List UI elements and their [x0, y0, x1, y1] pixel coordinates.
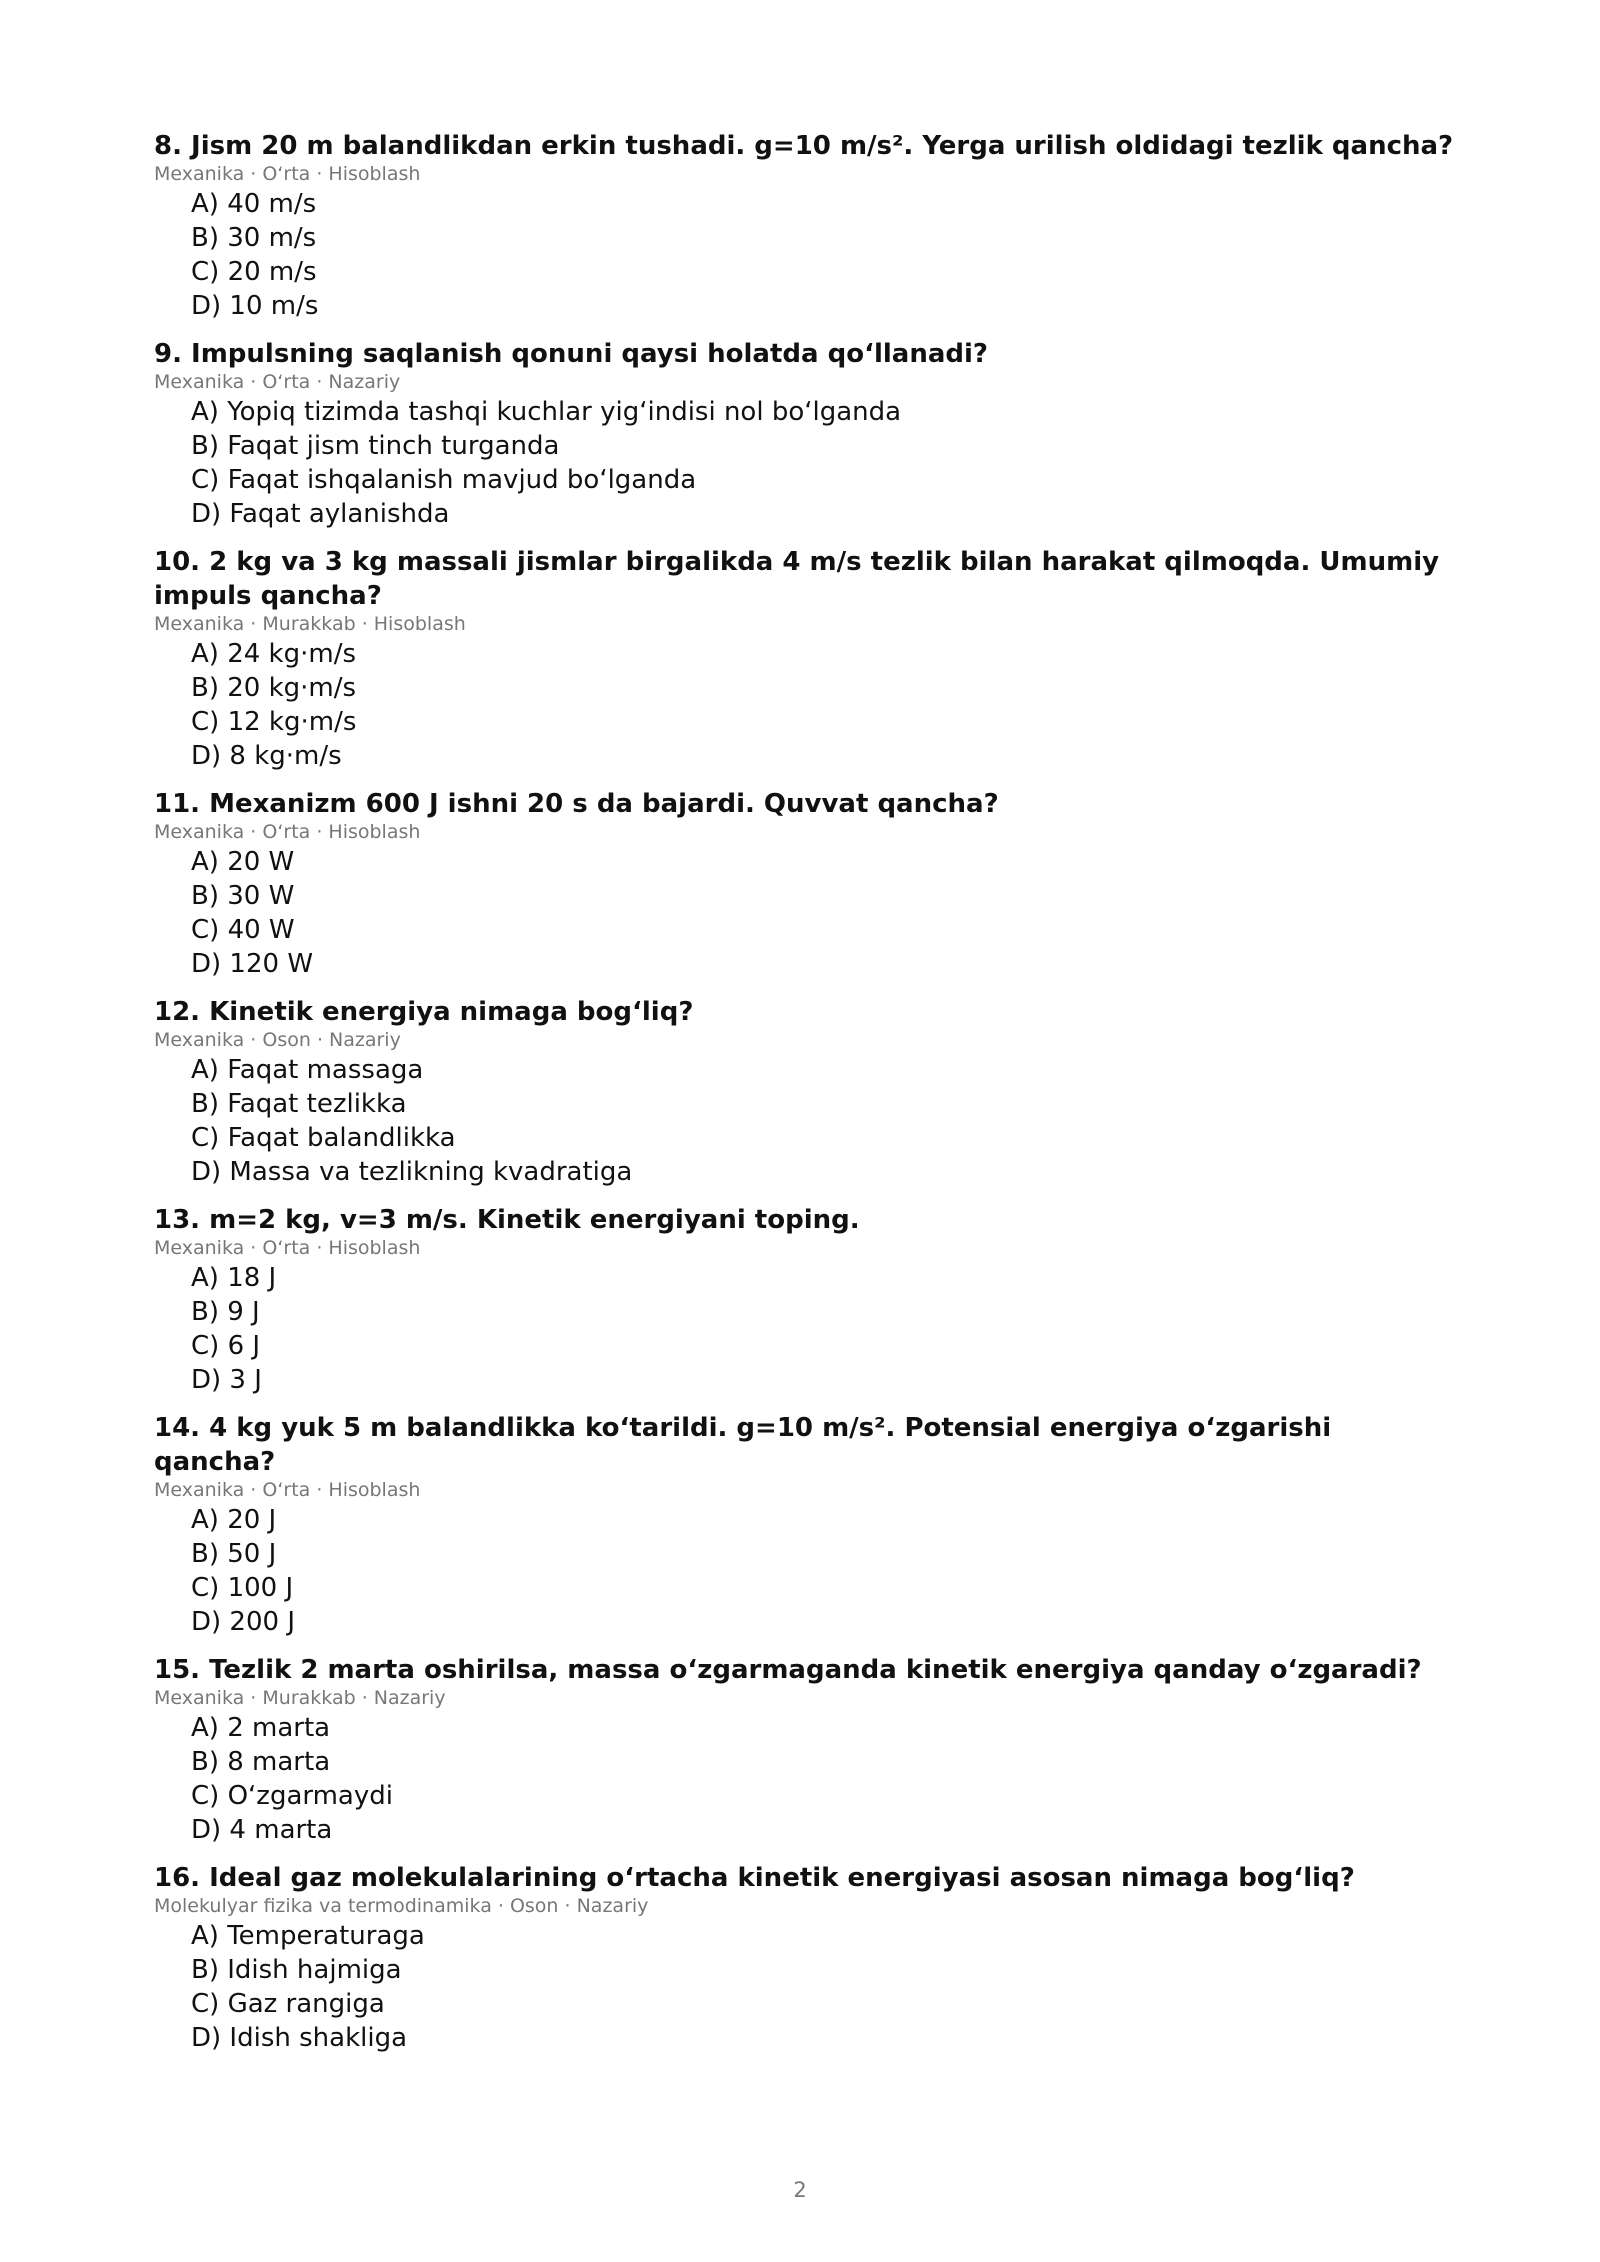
answer-options [154, 845, 1454, 981]
answer-options [154, 637, 1454, 773]
answer-option: A) 18 J [191, 1263, 277, 1293]
question-list [154, 129, 1454, 2069]
answer-option: C) 100 J [191, 1573, 294, 1603]
answer-option: C) 12 kg·m/s [191, 707, 357, 737]
answer-option: B) 30 m/s [191, 223, 317, 253]
question-title: 15. Tezlik 2 marta oshirilsa, massa o‘zgarmaganda kinetik energiya qanday o‘zgaradi? [154, 1655, 1422, 1685]
answer-option: B) 30 W [191, 881, 295, 911]
answer-option: B) 8 marta [191, 1747, 331, 1777]
question-meta: Mexanika · Oson · Nazariy [154, 1029, 401, 1051]
answer-option: A) 24 kg·m/s [191, 639, 357, 669]
question-title: 14. 4 kg yuk 5 m balandlikka ko‘tarildi. g=10 m/s². Potensial energiya o‘zgarishi qancha? [154, 1413, 1332, 1477]
question-block [154, 1203, 1454, 1397]
question-title: 9. Impulsning saqlanish qonuni qaysi holatda qo‘llanadi? [154, 339, 988, 369]
question-block [154, 1411, 1454, 1639]
answer-option: D) 3 J [191, 1365, 262, 1395]
answer-option: B) 9 J [191, 1297, 260, 1327]
question-block [154, 129, 1454, 323]
answer-option: C) 20 m/s [191, 257, 317, 287]
answer-option: B) Idish hajmiga [191, 1955, 402, 1985]
answer-option: A) Temperaturaga [191, 1921, 425, 1951]
answer-options [154, 187, 1454, 323]
answer-option: D) 10 m/s [191, 291, 319, 321]
answer-options [154, 1053, 1454, 1189]
answer-options [154, 1503, 1454, 1639]
answer-option: A) Faqat massaga [191, 1055, 424, 1085]
question-block [154, 995, 1454, 1189]
answer-option: A) 2 marta [191, 1713, 331, 1743]
question-title: 13. m=2 kg, v=3 m/s. Kinetik energiyani toping. [154, 1205, 860, 1235]
answer-option: C) O‘zgarmaydi [191, 1781, 393, 1811]
answer-option: C) Faqat balandlikka [191, 1123, 456, 1153]
answer-options [154, 1919, 1454, 2055]
answer-option: D) 8 kg·m/s [191, 741, 342, 771]
question-block [154, 545, 1454, 773]
answer-option: A) 20 J [191, 1505, 277, 1535]
answer-option: A) Yopiq tizimda tashqi kuchlar yig‘indisi nol bo‘lganda [191, 397, 902, 427]
question-title: 11. Mexanizm 600 J ishni 20 s da bajardi. Quvvat qancha? [154, 789, 999, 819]
question-block [154, 787, 1454, 981]
page-number: 2 [793, 2178, 807, 2202]
answer-options [154, 395, 1454, 531]
question-block [154, 337, 1454, 531]
answer-option: D) 200 J [191, 1607, 295, 1637]
answer-options [154, 1711, 1454, 1847]
question-meta: Mexanika · O‘rta · Hisoblash [154, 163, 421, 185]
answer-option: C) 6 J [191, 1331, 261, 1361]
answer-option: A) 40 m/s [191, 189, 317, 219]
answer-option: D) Faqat aylanishda [191, 499, 450, 529]
answer-option: B) Faqat jism tinch turganda [191, 431, 560, 461]
answer-options [154, 1261, 1454, 1397]
question-title: 12. Kinetik energiya nimaga bog‘liq? [154, 997, 694, 1027]
question-block [154, 1861, 1454, 2055]
question-meta: Molekulyar fizika va termodinamika · Oson · Nazariy [154, 1895, 649, 1917]
answer-option: B) 50 J [191, 1539, 277, 1569]
question-meta: Mexanika · O‘rta · Hisoblash [154, 1237, 421, 1259]
question-title: 16. Ideal gaz molekulalarining o‘rtacha kinetik energiyasi asosan nimaga bog‘liq? [154, 1863, 1355, 1893]
question-meta: Mexanika · O‘rta · Hisoblash [154, 1479, 421, 1501]
question-block [154, 1653, 1454, 1847]
answer-option: C) 40 W [191, 915, 295, 945]
question-meta: Mexanika · Murakkab · Hisoblash [154, 613, 466, 635]
answer-option: B) 20 kg·m/s [191, 673, 357, 703]
answer-option: D) Idish shakliga [191, 2023, 408, 2053]
answer-option: A) 20 W [191, 847, 295, 877]
answer-option: D) Massa va tezlikning kvadratiga [191, 1157, 633, 1187]
question-meta: Mexanika · Murakkab · Nazariy [154, 1687, 446, 1709]
answer-option: B) Faqat tezlikka [191, 1089, 407, 1119]
answer-option: C) Faqat ishqalanish mavjud bo‘lganda [191, 465, 697, 495]
answer-option: D) 4 marta [191, 1815, 333, 1845]
answer-option: D) 120 W [191, 949, 314, 979]
question-title: 8. Jism 20 m balandlikdan erkin tushadi. g=10 m/s². Yerga urilish oldidagi tezlik qancha? [154, 131, 1454, 161]
answer-option: C) Gaz rangiga [191, 1989, 385, 2019]
question-meta: Mexanika · O‘rta · Nazariy [154, 371, 401, 393]
question-meta: Mexanika · O‘rta · Hisoblash [154, 821, 421, 843]
question-title: 10. 2 kg va 3 kg massali jismlar birgalikda 4 m/s tezlik bilan harakat qilmoqda. Umumiy impuls qancha? [154, 547, 1440, 611]
